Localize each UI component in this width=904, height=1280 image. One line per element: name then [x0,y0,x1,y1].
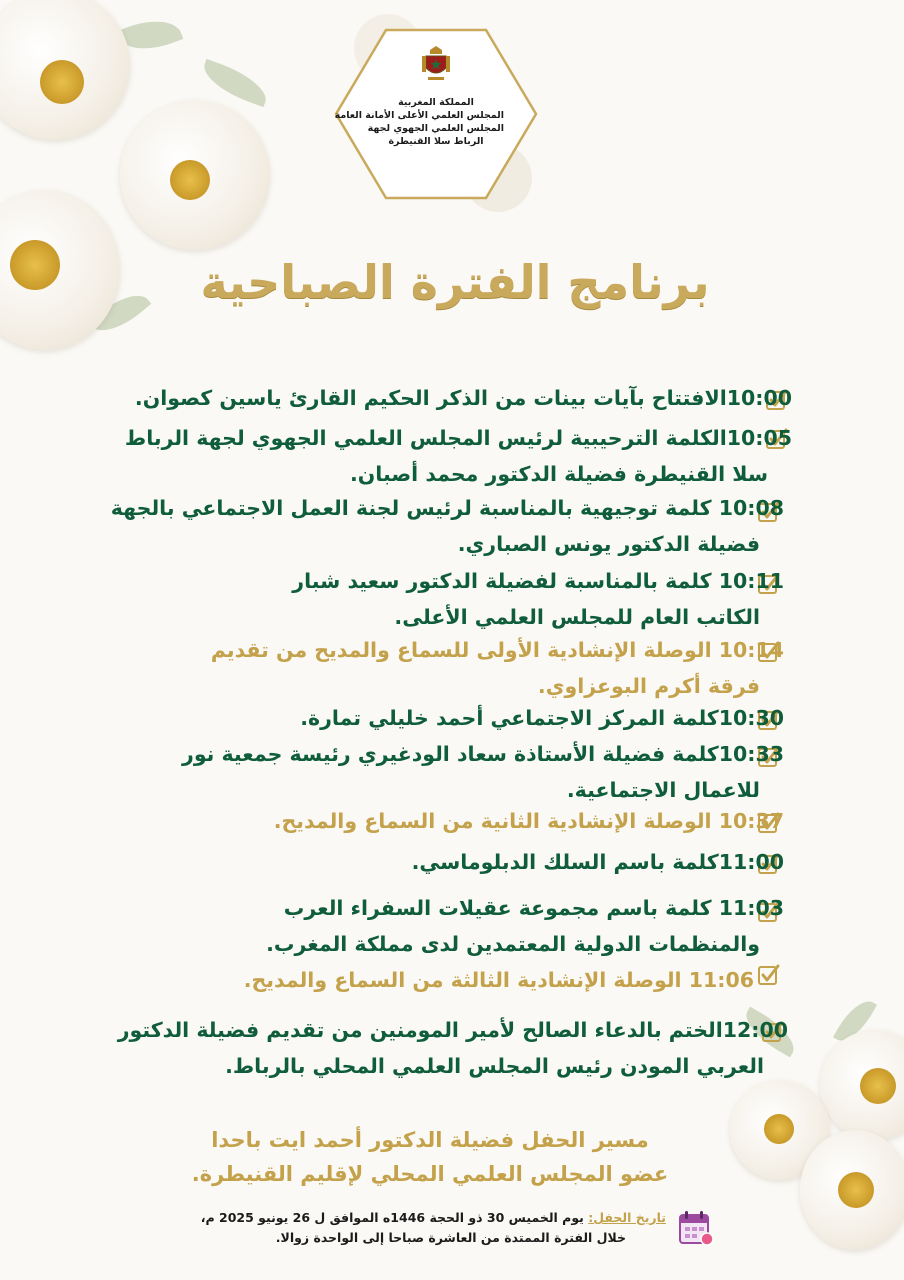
host-line: عضو المجلس العلمي المحلي لإقليم القنيطرة. [191,1162,669,1186]
program-line: سلا القنيطرة فضيلة الدكتور محمد أصبان. [350,462,768,486]
program-item [182,736,784,808]
date-line: يوم الخميس 30 ذو الحجة 1446ه الموافق ل 26 يونيو 2025 م، [200,1210,589,1225]
emblem-line: المجلس العلمي الأعلى الأمانة العامة [334,110,504,121]
program-item [211,632,784,704]
emblem-line: الرباط سلا القنيطرة [388,136,484,147]
program-line: 10:14 الوصلة الإنشادية الأولى للسماع والمديح من تقديم [210,638,784,662]
program-line: 10:08 كلمة توجيهية بالمناسبة لرئيس لجنة العمل الاجتماعي بالجهة [110,496,784,520]
program-item [125,420,792,492]
program-item [135,380,792,416]
program-line: 12:00الختم بالدعاء الصالح لأمير المومنين من تقديم فضيلة الدكتور [117,1018,788,1042]
program-item [292,563,784,635]
host-line: مسير الحفل فضيلة الدكتور أحمد ايت باحدا [211,1128,649,1152]
emblem-line: المملكة المغربية [398,97,474,108]
event-date [201,1208,666,1248]
program-line: 10:05الكلمة الترحيبية لرئيس المجلس العلمي الجهوي لجهة الرباط [124,426,792,450]
program-item [244,962,754,998]
program-item [274,803,784,839]
program-line: للاعمال الاجتماعية. [566,778,760,802]
emblem-text [334,96,504,148]
program-item [300,700,784,736]
coat-of-arms-icon [420,44,452,82]
program-line: 11:00كلمة باسم السلك الدبلوماسي. [411,850,784,874]
program-line: 11:06 الوصلة الإنشادية الثالثة من السماع والمديح. [243,968,754,992]
page-title: برنامج الفترة الصباحية [200,255,710,309]
program-line: فضيلة الدكتور يونس الصباري. [457,532,760,556]
date-line: خلال الفترة الممتدة من العاشرة صباحا إلى الواحدة زوالا. [275,1230,626,1245]
program-item [266,890,784,962]
program-line: الكاتب العام للمجلس العلمي الأعلى. [394,605,760,629]
program-item [111,490,784,562]
program-line: 10:00الافتتاح بآيات بينات من الذكر الحكيم القارئ ياسين كصوان. [134,386,792,410]
program-item [412,844,784,880]
calendar-icon [676,1208,716,1248]
program-line: 11:03 كلمة باسم مجموعة عقيلات السفراء العرب [283,896,784,920]
program-line: فرقة أكرم البوعزاوي. [537,674,760,698]
program-line: والمنظمات الدولية المعتمدين لدى مملكة المغرب. [266,932,760,956]
emblem-line: المجلس العلمي الجهوي لجهة [367,123,504,134]
check-icon [758,963,780,985]
flowers-top-left [0,0,270,380]
program-line: 10:33كلمة فضيلة الأستاذة سعاد الودغيري رئيسة جمعية نور [182,742,784,766]
date-label: تاريخ الحفل: [588,1210,666,1225]
emblem-frame [328,8,544,220]
program-line: 10:30كلمة المركز الاجتماعي أحمد خليلي تمارة. [300,706,784,730]
program-line: العربي المودن رئيس المجلس العلمي المحلي بالرباط. [225,1054,764,1078]
program-item [118,1012,788,1084]
program-line: 10:37 الوصلة الإنشادية الثانية من السماع والمديح. [273,809,784,833]
program-line: 10:11 كلمة بالمناسبة لفضيلة الدكتور سعيد شبار [292,569,784,593]
